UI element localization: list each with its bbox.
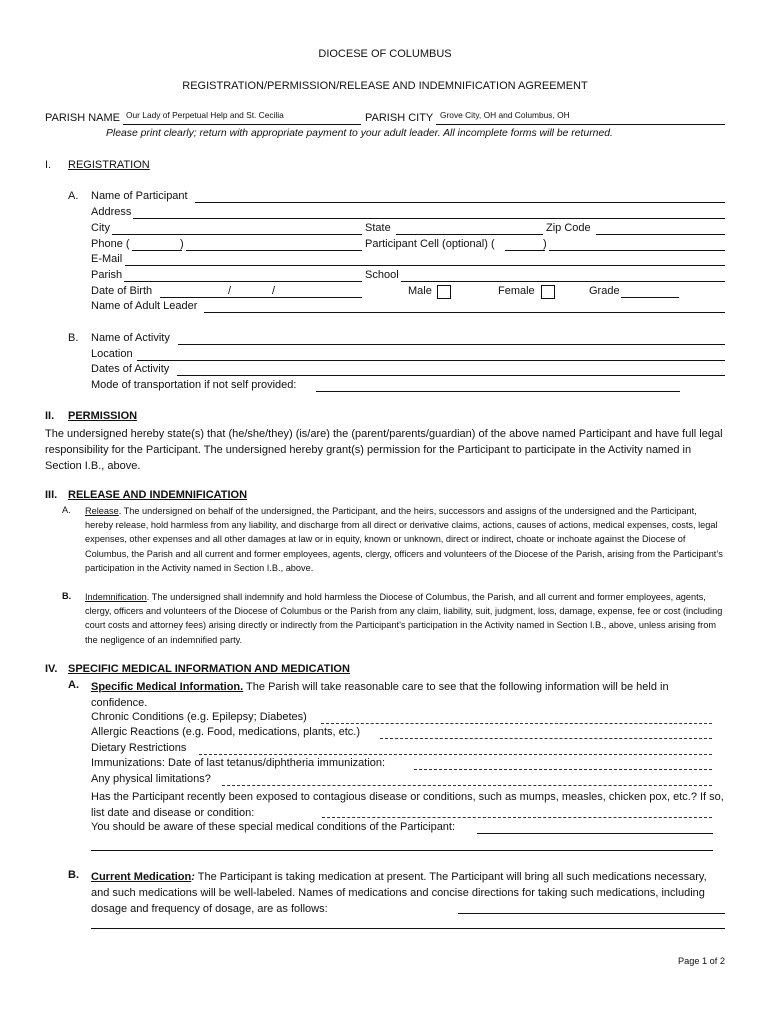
instructions: Please print clearly; return with appropriate payment to your adult leader. All incomplete forms will be returned.	[106, 128, 613, 139]
exposed-label: Has the Participant recently been exposed to contagious disease or conditions, such as mumps, measles, chicken pox, etc.? If so, list date and disease or condition:	[91, 791, 724, 819]
parish-name-label: PARISH NAME	[45, 112, 120, 124]
medication-text: The Participant is taking medication at present. The Participant will bring all such medications necessary, and such medications will be well-labeled. Names of medications and concise directions for taking such medications, including dosage and frequency of dosage, are as follows:	[91, 871, 707, 915]
dob-slash-2: /	[272, 285, 276, 297]
state-field[interactable]	[396, 234, 543, 235]
release-title: Release	[85, 506, 119, 516]
section-2-heading: PERMISSION	[68, 410, 138, 422]
participant-name-label: Name of Participant	[91, 190, 188, 202]
phone-area-code-field[interactable]	[132, 250, 182, 251]
dietary-field[interactable]	[199, 754, 712, 755]
medication-title: Current Medication	[91, 871, 192, 883]
parish-name-value: Our Lady of Perpetual Help and St. Cecilia	[126, 110, 284, 120]
physical-field[interactable]	[222, 785, 712, 786]
tetanus-field[interactable]	[414, 769, 712, 770]
location-label: Location	[91, 348, 133, 360]
permission-text: The undersigned hereby state(s) that (he/she/they) (is/are) the (parent/parents/guardian) of the above named Participant and have full legal responsibility for the Participant. The undersigned hereby grant(s) permission for the Participant to participate in the Activity named in Section I.B., above.	[45, 428, 723, 472]
section-3-number: III.	[45, 489, 58, 501]
aware-label: You should be aware of these special medical conditions of the Participant:	[91, 821, 456, 833]
section-4-number: IV.	[45, 663, 58, 675]
allergic-label: Allergic Reactions (e.g. Food, medications, plants, etc.)	[91, 726, 361, 738]
release-paragraph	[85, 504, 727, 575]
female-label: Female	[498, 285, 535, 297]
state-label: State	[365, 222, 391, 234]
dob-slash-1: /	[228, 285, 232, 297]
location-field[interactable]	[137, 360, 725, 361]
tetanus-label: Immunizations: Date of last tetanus/diphtheria immunization:	[91, 757, 386, 769]
medical-info-letter: A.	[68, 679, 79, 691]
school-label: School	[365, 269, 399, 281]
medical-info-paragraph	[91, 679, 727, 711]
male-checkbox[interactable]	[437, 285, 451, 299]
email-field[interactable]	[125, 265, 725, 266]
medication-paragraph	[91, 869, 727, 917]
activity-label: Name of Activity	[91, 332, 170, 344]
release-text: . The undersigned on behalf of the undersigned, the Participant, and the heirs, successors and assigns of the undersigned and the Participant, hereby release, hold harmless from any liability, and discharge from all direct or derivative claims, actions, causes of actions, medical expenses, costs, legal expenses, other expenses and all other damages at law or in equity, known or unknown, direct or indirect, choate or inchoate against the Diocese of Columbus, the Parish and all current and former employees, agents, clergy, officers and volunteers of the Diocese of the Parish, arising from the Participant’s participation in the Activity named in Section I.B., above.	[85, 506, 723, 573]
medical-info-title: Specific Medical Information.	[91, 681, 244, 693]
cell-area-code-field[interactable]	[505, 250, 545, 251]
leader-field[interactable]	[204, 312, 725, 313]
section-2-number: II.	[45, 410, 55, 422]
cell-label: Participant Cell (optional) (	[365, 238, 495, 250]
activity-field[interactable]	[178, 344, 725, 345]
aware-field[interactable]	[477, 833, 713, 834]
zip-field[interactable]	[596, 234, 725, 235]
page-number: Page 1 of 2	[678, 956, 725, 966]
phone-close-paren: )	[180, 238, 184, 250]
city-field[interactable]	[112, 234, 362, 235]
leader-label: Name of Adult Leader	[91, 300, 198, 312]
dietary-label: Dietary Restrictions	[91, 742, 187, 754]
medication-letter: B.	[68, 869, 79, 881]
parish-city-value: Grove City, OH and Columbus, OH	[440, 110, 570, 120]
parish-city-field[interactable]	[436, 124, 725, 125]
indemnification-paragraph	[85, 590, 727, 647]
zip-label: Zip Code	[546, 222, 591, 234]
indemnification-letter: B.	[62, 591, 72, 601]
aware-field-line-2[interactable]	[91, 850, 713, 851]
medication-field-line-2[interactable]	[91, 928, 725, 929]
indemnification-title: Indemnification	[85, 592, 147, 602]
section-1a-letter: A.	[68, 190, 79, 202]
diocese-title: DIOCESE OF COLUMBUS	[318, 48, 452, 60]
dates-label: Dates of Activity	[91, 363, 170, 375]
female-checkbox[interactable]	[541, 285, 555, 299]
phone-label: Phone (	[91, 238, 130, 250]
dates-field[interactable]	[177, 375, 725, 376]
parish-field[interactable]	[124, 281, 362, 282]
city-label: City	[91, 222, 110, 234]
dob-field[interactable]	[160, 297, 362, 298]
transport-label: Mode of transportation if not self provided:	[91, 379, 297, 391]
physical-label: Any physical limitations?	[91, 773, 211, 785]
male-label: Male	[408, 285, 432, 297]
chronic-label: Chronic Conditions (e.g. Epilepsy; Diabetes)	[91, 711, 307, 723]
medication-colon: :	[191, 871, 195, 883]
cell-number-field[interactable]	[549, 250, 725, 251]
parish-name-field[interactable]	[123, 124, 361, 125]
phone-number-field[interactable]	[186, 250, 362, 251]
indemnification-text: . The undersigned shall indemnify and hold harmless the Diocese of Columbus, the Parish, and all current and former employees, agents, clergy, officers and volunteers of the Diocese of Columbus or the Parish from any claim, liability, suit, judgment, loss, damage, expense, fee or cost (including court costs and attorney fees) arising directly or indirectly from the Participant’s participation in the Activity named in Section I.B., above, unless arising from the negligence of an indemnified party.	[85, 592, 723, 645]
section-1-heading: REGISTRATION	[68, 159, 150, 171]
parish-label: Parish	[91, 269, 123, 281]
release-letter: A.	[62, 505, 71, 515]
section-1-number: I.	[45, 159, 52, 171]
grade-label: Grade	[589, 285, 620, 297]
medication-field[interactable]	[458, 913, 725, 914]
medical-info-text: The Parish will take reasonable care to see that the following information will be held in confidence.	[91, 681, 669, 709]
transport-field[interactable]	[316, 391, 680, 392]
section-4-heading: SPECIFIC MEDICAL INFORMATION AND MEDICATION	[68, 663, 350, 675]
grade-field[interactable]	[621, 297, 679, 298]
section-1b-letter: B.	[68, 332, 79, 344]
cell-close-paren: )	[543, 238, 547, 250]
form-title: REGISTRATION/PERMISSION/RELEASE AND INDEMNIFICATION AGREEMENT	[182, 80, 588, 92]
participant-name-field[interactable]	[195, 202, 725, 203]
allergic-field[interactable]	[380, 738, 712, 739]
address-field[interactable]	[133, 218, 725, 219]
section-3-heading: RELEASE AND INDEMNIFICATION	[68, 489, 248, 501]
parish-city-label: PARISH CITY	[365, 112, 434, 124]
address-label: Address	[91, 206, 132, 218]
school-field[interactable]	[401, 281, 725, 282]
email-label: E-Mail	[91, 253, 123, 265]
dob-label: Date of Birth	[91, 285, 153, 297]
chronic-field[interactable]	[321, 723, 712, 724]
exposed-field[interactable]	[322, 817, 712, 818]
